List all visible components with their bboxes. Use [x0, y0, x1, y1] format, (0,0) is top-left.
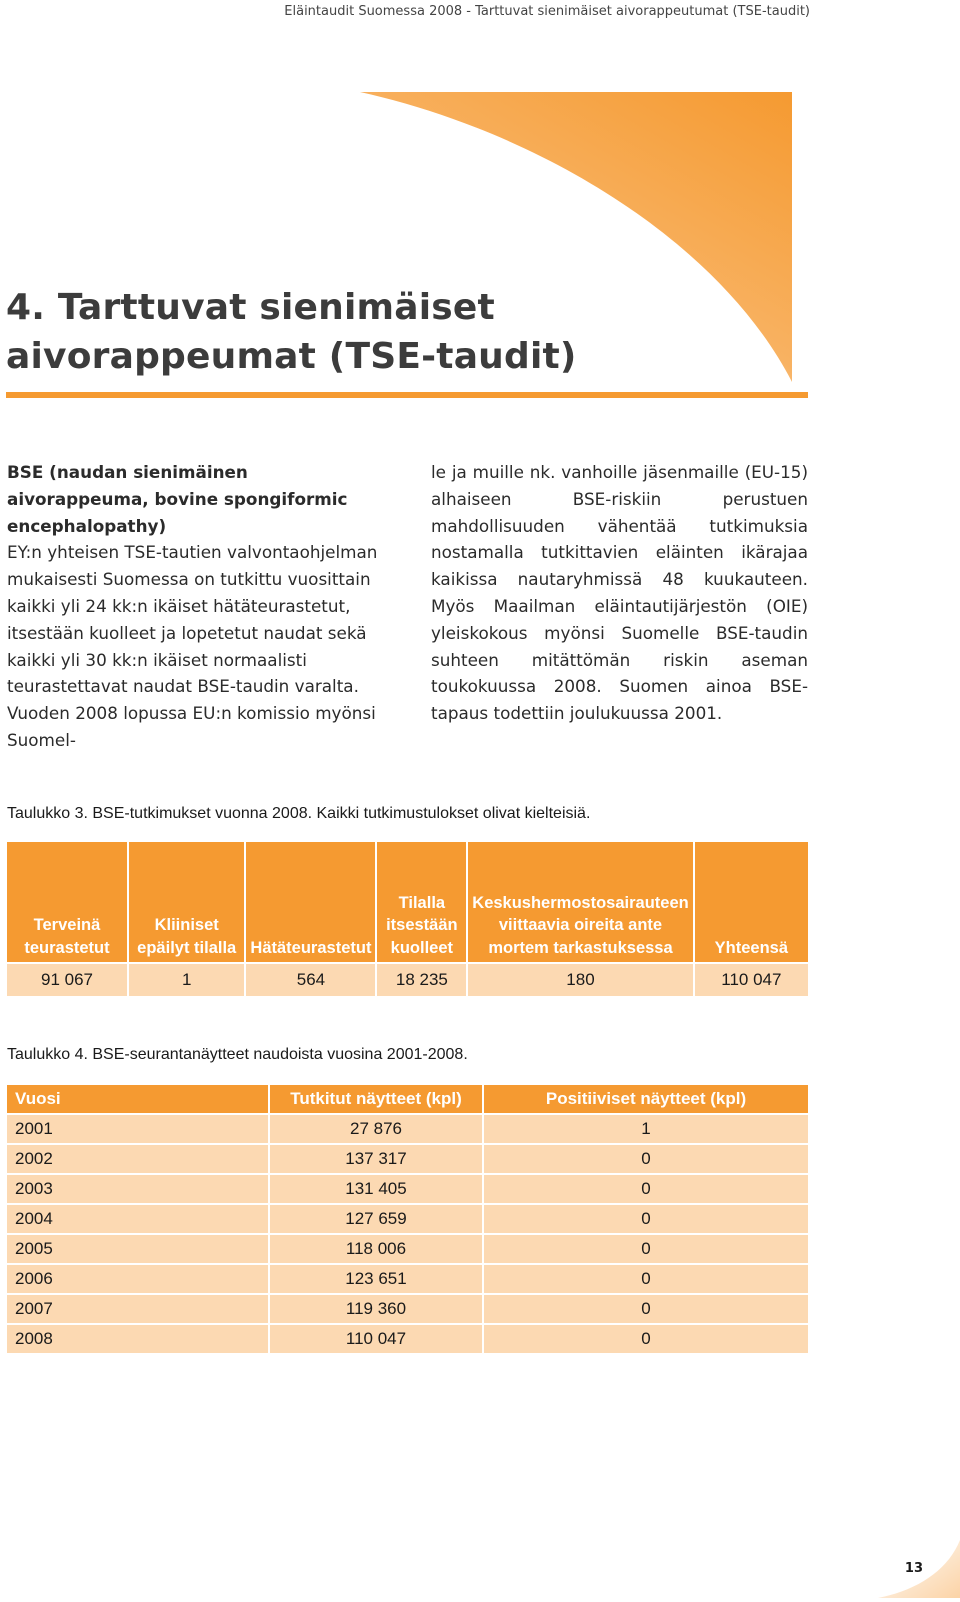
- page-number: 13: [904, 1561, 923, 1576]
- table-header-cell: Keskushermostosairauteen viittaavia oireita ante mortem tarkastuksessa: [467, 842, 693, 963]
- table-row: [7, 1264, 808, 1294]
- table-cell: 91 067: [7, 963, 128, 996]
- table3-caption: Taulukko 3. BSE-tutkimukset vuonna 2008. Kaikki tutkimustulokset olivat kielteisiä.: [7, 805, 591, 822]
- table-header-row: [7, 842, 808, 963]
- table-cell: 0: [483, 1294, 808, 1324]
- table-cell: 1: [483, 1114, 808, 1144]
- table-header-cell: Vuosi: [7, 1085, 269, 1114]
- table-cell: 180: [467, 963, 693, 996]
- table-header-cell: Tutkitut näytteet (kpl): [269, 1085, 483, 1114]
- table-cell: 2002: [7, 1144, 269, 1174]
- table-cell: 123 651: [269, 1264, 483, 1294]
- table-cell: 2007: [7, 1294, 269, 1324]
- table4-caption: Taulukko 4. BSE-seurantanäytteet naudoista vuosina 2001-2008.: [7, 1046, 468, 1063]
- table-cell: 2008: [7, 1324, 269, 1353]
- table-header-cell: Yhteensä: [694, 842, 808, 963]
- chapter-title-line-2: aivorappeumat (TSE-taudit): [6, 336, 577, 377]
- table-header-row: [7, 1085, 808, 1114]
- table-cell: 564: [245, 963, 376, 996]
- bse-monitoring-samples-table: [7, 1085, 808, 1353]
- table-header-cell: Hätäteurastetut: [245, 842, 376, 963]
- table-cell: 0: [483, 1234, 808, 1264]
- title-rule: [6, 392, 808, 398]
- table-cell: 119 360: [269, 1294, 483, 1324]
- table-row: [7, 1204, 808, 1234]
- bse-tests-2008-table: [7, 842, 808, 996]
- table-row: [7, 1174, 808, 1204]
- body-text-left: EY:n yhteisen TSE-tautien valvontaohjelman mukaisesti Suomessa on tutkittu vuosittain kaikki yli 24 kk:n ikäiset hätäteurastetut, itsestään kuolleet ja lopetetut naudat sekä kaikki yli 30 kk:n ikäiset normaalisti teurastettavat naudat BSE-taudin varalta. Vuoden 2008 lopussa EU:n komissio myönsi Suomel-: [7, 542, 378, 750]
- section-lead-title: BSE (naudan sienimäinen aivorappeuma, bovine spongiformic encephalopathy): [7, 462, 348, 536]
- table-cell: 0: [483, 1204, 808, 1234]
- table-cell: 2005: [7, 1234, 269, 1264]
- table-cell: 131 405: [269, 1174, 483, 1204]
- table-cell: 110 047: [694, 963, 808, 996]
- table-header-cell: Terveinä teurastetut: [7, 842, 128, 963]
- body-column-left: [7, 459, 387, 754]
- table-cell: 118 006: [269, 1234, 483, 1264]
- table-cell: 2003: [7, 1174, 269, 1204]
- table-cell: 27 876: [269, 1114, 483, 1144]
- table-cell: 2001: [7, 1114, 269, 1144]
- table-cell: 110 047: [269, 1324, 483, 1353]
- table-row: [7, 963, 808, 996]
- table-row: [7, 1324, 808, 1353]
- table-cell: 0: [483, 1324, 808, 1353]
- table-row: [7, 1114, 808, 1144]
- chapter-title: [6, 283, 577, 381]
- chapter-title-line-1: 4. Tarttuvat sienimäiset: [6, 287, 495, 328]
- table-cell: 1: [128, 963, 245, 996]
- table-cell: 18 235: [376, 963, 467, 996]
- table-header-cell: Tilalla itsestään kuolleet: [376, 842, 467, 963]
- body-text-right: le ja muille nk. vanhoille jäsenmaille (EU-15) alhaiseen BSE-riskiin perustuen mahdollisuuden vähentää tutkimuksia nostamalla tutkittavien eläinten ikärajaa kaikissa nautaryhmissä 48 kuukauteen. Myös Maailman eläintautijärjestön (OIE) yleiskokous myönsi Suomelle BSE-taudin suhteen mitättömän riskin aseman toukokuussa 2008. Suomen ainoa BSE-tapaus todettiin joulukuussa 2001.: [431, 462, 808, 724]
- running-head: Eläintaudit Suomessa 2008 - Tarttuvat sienimäiset aivorappeutumat (TSE-taudit): [284, 4, 810, 19]
- table-row: [7, 1144, 808, 1174]
- table-row: [7, 1294, 808, 1324]
- table-cell: 2004: [7, 1204, 269, 1234]
- table-cell: 137 317: [269, 1144, 483, 1174]
- table-cell: 0: [483, 1264, 808, 1294]
- table-cell: 127 659: [269, 1204, 483, 1234]
- table-cell: 2006: [7, 1264, 269, 1294]
- table-header-cell: Kliiniset epäilyt tilalla: [128, 842, 245, 963]
- table-header-cell: Positiiviset näytteet (kpl): [483, 1085, 808, 1114]
- table-cell: 0: [483, 1174, 808, 1204]
- body-column-right: [431, 459, 808, 727]
- table-cell: 0: [483, 1144, 808, 1174]
- table-row: [7, 1234, 808, 1264]
